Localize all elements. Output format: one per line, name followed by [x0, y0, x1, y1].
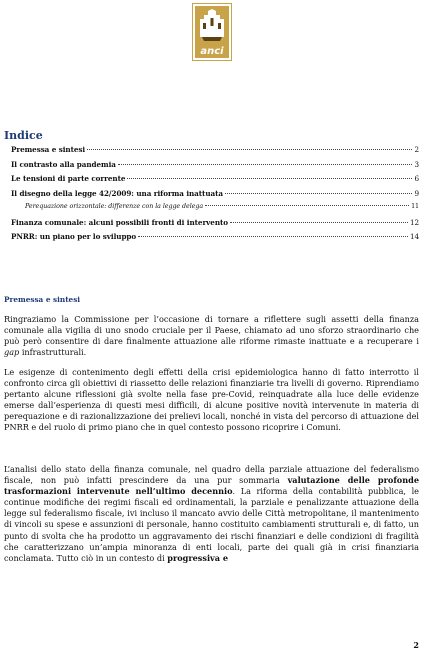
toc-leader: [138, 236, 408, 237]
paragraph-text: Ringraziamo la Commissione per l’occasione di tornare a riflettere sugli assetti della finanza comunale alla vigilia di uno snodo cruciale per il Paese, chiamato ad uno sforzo straordinario che può però consentire di dare finalmente attuazione alle riforme rimaste inattuate e a recuperare i: [4, 314, 419, 347]
toc-leader: [127, 178, 412, 179]
toc-entry[interactable]: [11, 218, 419, 233]
toc-entry[interactable]: [11, 160, 419, 175]
toc-entry-label: Premessa e sintesi: [11, 145, 86, 154]
toc-entry-label: PNRR: un piano per lo sviluppo: [11, 232, 137, 241]
toc-leader: [87, 149, 412, 150]
toc-entry-page: 14: [409, 232, 419, 241]
toc-leader: [205, 205, 409, 206]
toc-entry-page: 2: [414, 145, 419, 154]
paragraph-text: infrastrutturali.: [19, 347, 87, 358]
paragraph: [4, 367, 419, 434]
toc-entry-page: 9: [414, 188, 419, 198]
toc-entry[interactable]: [11, 189, 419, 204]
toc-entry[interactable]: [11, 232, 419, 247]
toc-entry-label: Perequazione orizzontale: differenze con la legge delega: [25, 203, 204, 210]
toc-entry-page: 3: [414, 159, 419, 169]
logo-text: anci: [200, 46, 224, 57]
toc-subentry[interactable]: [11, 203, 419, 218]
toc-entry-page: 12: [409, 217, 419, 227]
toc-entry-page: 6: [414, 174, 419, 183]
toc-leader: [118, 164, 413, 165]
paragraph-text: Le esigenze di contenimento degli effetti della crisi epidemiologica hanno di fatto interrotto il confronto circa gli obiettivi di riassetto delle relazioni finanziarie tra livelli di governo. Riprendiamo pertanto alcune riflessioni già svolte nella fase pre-Covid, reinquadrate alla luce delle evidenze emerse dall’esperienza di questi mesi difficili, di alcune positive novità intervenute in materia di perequazione e di razionalizzazione dei prelievi locali, nonché in vista del percorso di attuazione del PNRR e del ruolo di primo piano che in quel contesto possono ricoprire i Comuni.: [4, 367, 419, 433]
toc-entry-label: Finanza comunale: alcuni possibili fronti di intervento: [11, 217, 229, 227]
toc-entry-page: 11: [411, 203, 419, 210]
paragraph-italic: gap: [4, 347, 20, 358]
paragraph-bold: valutazione delle profonde trasformazioni intervenute nell’ultimo decennio: [4, 475, 419, 497]
toc-leader: [230, 222, 408, 223]
paragraph: [4, 464, 419, 564]
toc-entry[interactable]: [11, 174, 419, 189]
section-heading: Premessa e sintesi: [4, 295, 81, 304]
toc-entry-label: Le tensioni di parte corrente: [11, 174, 126, 183]
anci-logo: [192, 3, 232, 61]
paragraph-text: L’analisi dello stato della finanza comunale, nel quadro della parziale attuazione del federalismo fiscale, non può infatti prescindere da una pur sommaria: [4, 464, 419, 486]
table-of-contents: [11, 145, 419, 247]
toc-entry-label: Il disegno della legge 42/2009: una riforma inattuata: [11, 188, 223, 198]
index-title: Indice: [4, 129, 43, 142]
toc-entry-label: Il contrasto alla pandemia: [11, 159, 116, 169]
paragraph-bold: progressiva e: [167, 552, 229, 563]
page-number: 2: [413, 640, 419, 650]
toc-leader: [225, 193, 412, 194]
paragraph: [4, 314, 419, 358]
toc-entry[interactable]: [11, 145, 419, 160]
paragraph-text: . La riforma della contabilità pubblica, le continue modifiche dei regimi fiscali ed ordinamentali, la parziale e penalizzante attuazione della legge sul federalismo fiscale, ivi incluso il mancato avvio delle Città metropolitane, il mantenimento di vincoli su spese e assunzioni di personale, hanno costituito cambiamenti strutturali e, di fatto, un punto di svolta che ha prodotto un aggravamento dei rischi finanziari e delle condizioni di fragilità che caratterizzano un’ampia minoranza di enti locali, parte dei quali già in crisi finanziaria conclamata. Tutto ciò in un contesto di: [4, 486, 419, 563]
